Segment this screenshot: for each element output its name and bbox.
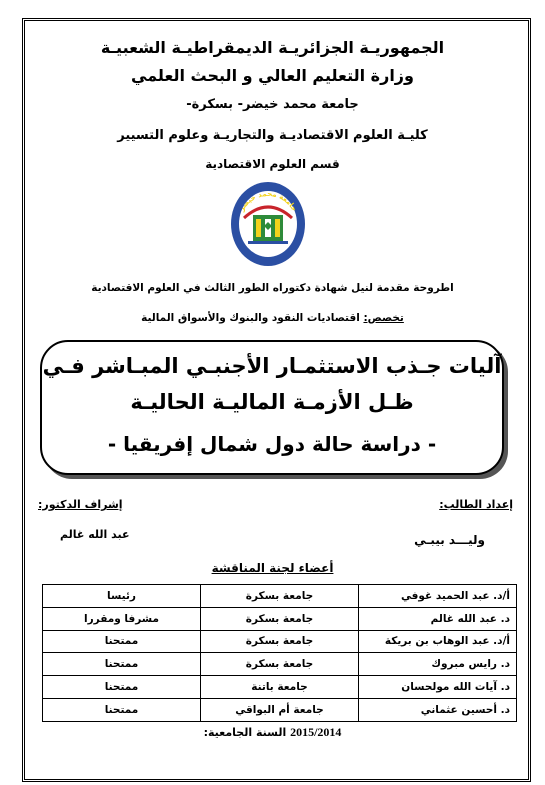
member-role: ممتحنا bbox=[43, 653, 201, 676]
academic-year bbox=[0, 725, 545, 740]
member-name: د. رايس مبروك bbox=[359, 653, 517, 676]
prepared-by-label: إعداد الطالب: bbox=[439, 498, 513, 511]
member-name: د. أحسين عثماني bbox=[359, 698, 517, 721]
member-role: ممتحنا bbox=[43, 698, 201, 721]
thesis-title-box bbox=[40, 340, 504, 475]
member-name: أ/د. عبد الوهاب بن بريكة bbox=[359, 630, 517, 653]
seal-text-bottom: بسكرة bbox=[256, 242, 280, 253]
member-university: جامعة بسكرة bbox=[201, 585, 359, 608]
table-row bbox=[43, 585, 517, 608]
table-row bbox=[43, 698, 517, 721]
thesis-title-line3: - دراسة حالة دول شمال إفريقيا - bbox=[107, 432, 437, 456]
thesis-title-line2: ظـل الأزمـة الماليـة الحاليـة bbox=[130, 390, 414, 414]
member-role: ممتحنا bbox=[43, 630, 201, 653]
header-university: جامعة محمد خيضر- بسكرة- bbox=[186, 97, 359, 112]
academic-year-value: 2015/2014 bbox=[290, 725, 342, 739]
seal-text-top: جامعة محمد خيضر bbox=[237, 189, 299, 213]
header-ministry: وزارة التعليم العالي و البحث العلمي bbox=[131, 66, 414, 85]
academic-year-label: السنة الجامعية: bbox=[203, 726, 287, 739]
member-name: د. آيات الله مولحسان bbox=[359, 676, 517, 699]
table-row bbox=[43, 607, 517, 630]
supervised-by-label: إشراف الدكتور: bbox=[38, 498, 123, 511]
member-role: رئيسا bbox=[43, 585, 201, 608]
header-faculty: كليـة العلوم الاقتصاديـة والتجاريـة وعلوم التسيير bbox=[117, 128, 428, 143]
thesis-title-line1: آليات جـذب الاستثمـار الأجنبـي المبـاشر فـي bbox=[42, 354, 502, 378]
university-seal-icon bbox=[228, 178, 308, 270]
member-university: جامعة بسكرة bbox=[201, 607, 359, 630]
student-name: وليـــد بيبـي bbox=[414, 533, 485, 547]
header-department: قسم العلوم الاقتصادية bbox=[205, 157, 340, 171]
committee-table bbox=[42, 584, 517, 722]
specialty bbox=[0, 312, 545, 324]
header-republic: الجمهوريـة الجزائريـة الديمقراطيـة الشعبيـة bbox=[100, 38, 445, 57]
committee-title: أعضاء لجنة المناقشة bbox=[211, 561, 334, 575]
member-university: جامعة بسكرة bbox=[201, 630, 359, 653]
member-role: مشرفا ومقررا bbox=[43, 607, 201, 630]
table-row bbox=[43, 653, 517, 676]
specialty-value: اقتصاديات النقود والبنوك والأسواق المالية bbox=[141, 312, 360, 324]
table-row bbox=[43, 630, 517, 653]
thesis-note: اطروحة مقدمة لنيل شهادة دكتوراه الطور الثالث في العلوم الاقتصادية bbox=[91, 282, 454, 294]
member-name: أ/د. عبد الحميد غوفي bbox=[359, 585, 517, 608]
member-university: جامعة باتنة bbox=[201, 676, 359, 699]
table-row bbox=[43, 676, 517, 699]
member-name: د. عبد الله غالم bbox=[359, 607, 517, 630]
supervisor-name: عبد الله غالم bbox=[60, 528, 130, 541]
member-role: ممتحنا bbox=[43, 676, 201, 699]
member-university: جامعة أم البواقي bbox=[201, 698, 359, 721]
specialty-label: تخصص: bbox=[363, 312, 404, 324]
member-university: جامعة بسكرة bbox=[201, 653, 359, 676]
